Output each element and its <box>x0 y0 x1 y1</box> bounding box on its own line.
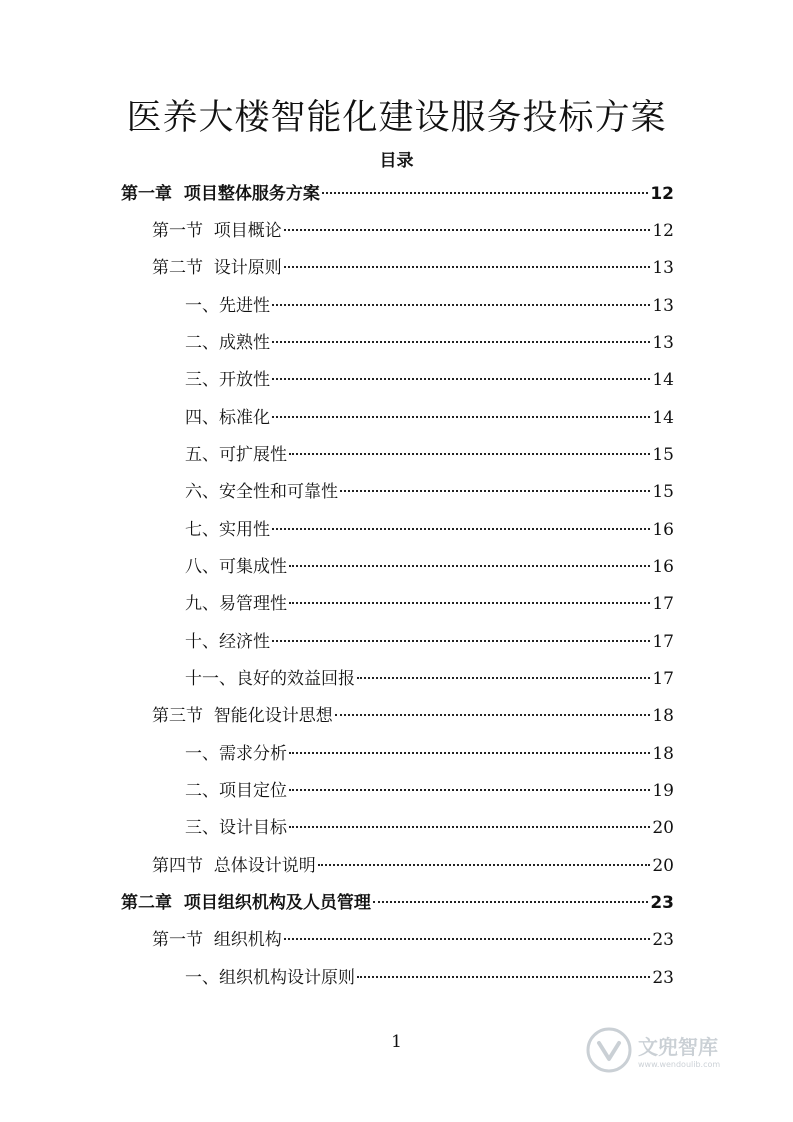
toc-entry[interactable] <box>121 889 674 917</box>
toc-entry[interactable] <box>185 404 674 432</box>
toc-entry-label: 十一、良好的效益回报 <box>185 669 355 689</box>
toc-entry[interactable] <box>185 740 674 768</box>
toc-entry-page: 23 <box>652 968 674 988</box>
toc-entry-label: 四、标准化 <box>185 408 270 428</box>
toc-leader <box>272 528 650 530</box>
watermark-name: 文兜智库 <box>638 1035 718 1059</box>
toc-entry-page: 13 <box>652 258 674 278</box>
toc-entry[interactable] <box>152 926 674 954</box>
toc-entry[interactable] <box>185 366 674 394</box>
toc-entry-page: 23 <box>650 893 674 913</box>
toc-leader <box>289 453 650 455</box>
toc-entry-label: 第一节 项目概论 <box>152 221 282 241</box>
toc-leader <box>357 976 650 978</box>
toc-entry-page: 17 <box>652 632 674 652</box>
toc-entry-label: 一、需求分析 <box>185 744 287 764</box>
toc-entry-page: 12 <box>652 221 674 241</box>
toc-entry-page: 18 <box>652 744 674 764</box>
toc-leader <box>289 565 650 567</box>
toc-entry-label: 第二节 设计原则 <box>152 258 282 278</box>
toc-leader <box>272 304 650 306</box>
toc-entry-page: 20 <box>652 856 674 876</box>
toc-entry-page: 14 <box>652 370 674 390</box>
toc-leader <box>272 378 650 380</box>
toc-entry-label: 第三节 智能化设计思想 <box>152 706 333 726</box>
toc-entry-label: 七、实用性 <box>185 520 270 540</box>
toc-entry[interactable] <box>185 292 674 320</box>
toc-entry[interactable] <box>185 329 674 357</box>
watermark-logo-icon <box>586 1027 632 1073</box>
toc-leader <box>318 864 651 866</box>
toc-entry[interactable] <box>121 180 674 208</box>
toc-entry-label: 六、安全性和可靠性 <box>185 482 338 502</box>
toc-entry-label: 五、可扩展性 <box>185 445 287 465</box>
watermark-url: www.wendoulib.com <box>638 1060 721 1069</box>
toc-entry[interactable] <box>185 814 674 842</box>
toc-leader <box>335 714 651 716</box>
toc-leader <box>289 602 650 604</box>
toc-leader <box>340 490 650 492</box>
toc-leader <box>284 266 651 268</box>
toc-leader <box>373 901 648 903</box>
toc-entry[interactable] <box>152 254 674 282</box>
watermark <box>586 1020 766 1080</box>
toc-entry-label: 三、开放性 <box>185 370 270 390</box>
toc-entry[interactable] <box>185 478 674 506</box>
toc-leader <box>284 938 651 940</box>
toc-entry-label: 第一章 项目整体服务方案 <box>121 184 320 204</box>
toc-entry-page: 17 <box>652 669 674 689</box>
toc-entry[interactable] <box>185 590 674 618</box>
toc-leader <box>289 752 650 754</box>
watermark-text <box>638 1031 720 1069</box>
toc-leader <box>289 826 650 828</box>
toc-entry-page: 23 <box>652 930 674 950</box>
toc-entry[interactable] <box>185 665 674 693</box>
toc-entry-page: 14 <box>652 408 674 428</box>
toc-entry[interactable] <box>152 217 674 245</box>
document-title: 医养大楼智能化建设服务投标方案 <box>126 98 667 138</box>
page-number: 1 <box>391 1032 402 1052</box>
toc-entry[interactable] <box>185 441 674 469</box>
toc-entry-label: 三、设计目标 <box>185 818 287 838</box>
toc-leader <box>272 416 650 418</box>
toc-entry-page: 13 <box>652 333 674 353</box>
toc-leader <box>284 229 651 231</box>
toc-entry[interactable] <box>185 628 674 656</box>
toc-entry-label: 十、经济性 <box>185 632 270 652</box>
toc-entry-label: 二、项目定位 <box>185 781 287 801</box>
toc-entry-page: 16 <box>652 557 674 577</box>
toc-entry[interactable] <box>152 852 674 880</box>
toc-leader <box>289 789 650 791</box>
toc-entry-label: 一、先进性 <box>185 296 270 316</box>
toc-entry-label: 一、组织机构设计原则 <box>185 968 355 988</box>
toc-entry-page: 17 <box>652 594 674 614</box>
toc-entry-page: 15 <box>652 445 674 465</box>
toc-entry-label: 第四节 总体设计说明 <box>152 856 316 876</box>
toc-entry[interactable] <box>185 553 674 581</box>
toc-entry[interactable] <box>152 702 674 730</box>
toc-leader <box>272 640 650 642</box>
toc-leader <box>272 341 650 343</box>
toc-entry-label: 第二章 项目组织机构及人员管理 <box>121 893 371 913</box>
toc-entry-page: 20 <box>652 818 674 838</box>
toc-entry[interactable] <box>185 777 674 805</box>
toc-entry-label: 二、成熟性 <box>185 333 270 353</box>
toc-heading: 目录 <box>379 151 414 171</box>
toc-entry-page: 12 <box>650 184 674 204</box>
toc-entry[interactable] <box>185 516 674 544</box>
toc-entry-label: 八、可集成性 <box>185 557 287 577</box>
toc-leader <box>357 677 650 679</box>
toc-entry-page: 15 <box>652 482 674 502</box>
toc-entry-page: 16 <box>652 520 674 540</box>
toc-entry-page: 13 <box>652 296 674 316</box>
toc-entry[interactable] <box>185 964 674 992</box>
toc-entry-label: 九、易管理性 <box>185 594 287 614</box>
toc-entry-page: 18 <box>652 706 674 726</box>
toc-entry-page: 19 <box>652 781 674 801</box>
toc-entry-label: 第一节 组织机构 <box>152 930 282 950</box>
toc-leader <box>322 192 648 194</box>
